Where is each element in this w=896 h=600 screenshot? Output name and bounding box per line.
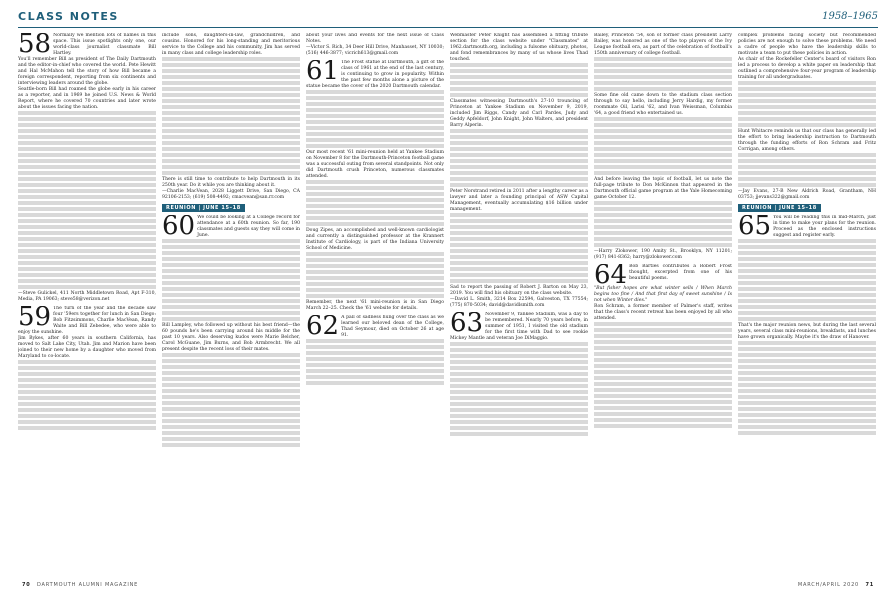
text-placeholder bbox=[738, 153, 876, 187]
class-secretary-signature: —David L. Smith, 3214 Box 22594, Galveston, TX 77554; (775) 870-5034; david@davidlsmith.com bbox=[450, 297, 588, 308]
text-placeholder bbox=[738, 341, 876, 435]
text-placeholder bbox=[738, 81, 876, 127]
column-2 bbox=[162, 33, 300, 579]
text-placeholder bbox=[162, 239, 300, 321]
entry-body: As chair of the Rockefeller Center's board of visitors Ron led a process to develop a white paper on leadership that outlined a comprehensive four-year program of leadership training for all undergraduates. bbox=[738, 57, 876, 80]
text-placeholder bbox=[594, 117, 732, 175]
class-secretary-signature: —Harry Zlokower, 190 Amity St., Brooklyn, NY 11201; (917) 841-8362; harry@zlokower.com bbox=[594, 249, 732, 260]
entry-lead: The Frost statue at Dartmouth, a gift of the class of 1961 at the end of the last century, is continuing to grow in popularity. Within the past few months alone a picture of the statue became the cover of the 2020 Dartmouth calendar. bbox=[306, 60, 444, 89]
text-placeholder bbox=[450, 342, 588, 436]
text-placeholder bbox=[306, 339, 444, 385]
page-number-left: 70 bbox=[22, 582, 31, 588]
class-secretary-signature: —Jay Evans, 27-B New Aldrich Road, Grantham, NH 03753; jjevans322@gmail.com bbox=[738, 189, 876, 200]
entry-body: Jim Bykes, after 60 years in southern California, has moved to Salt Lake City, Utah. Jim and Marion have been joined to their new home by a daughter who moved from Maryland to co-locate. bbox=[18, 336, 156, 359]
class-year-64: 64 bbox=[594, 264, 628, 286]
text-placeholder bbox=[306, 180, 444, 226]
footer-right bbox=[798, 582, 878, 588]
column-3 bbox=[306, 33, 444, 579]
class-65-entry bbox=[738, 215, 876, 239]
entry-lead: We could be looking at a College record for attendance at a 60th reunion. So far, 190 classmates and guests say they will come in June. bbox=[197, 215, 300, 238]
text-placeholder bbox=[594, 322, 732, 428]
text-placeholder bbox=[162, 353, 300, 447]
text-placeholder bbox=[738, 239, 876, 321]
class-secretary-signature: —Steve Gulickel, 411 North Middletown Road, Apt F-310, Media, PA 19063; steve58@verizon.net bbox=[18, 291, 156, 302]
class-secretary-signature: —Charlie MacVean, 2028 Liggett Drive, San Diego, CA 92106-2153; (619) 508-4492; cmacvean@san.rr.com bbox=[162, 189, 300, 200]
entry-body: There is still time to contribute to help Dartmouth in its 250th year. Do it while you are thinking about it. bbox=[162, 177, 300, 188]
entry-body: include sons, daughters-in-law, grandchildren, and cousins. Honored for his long-standing and meritorious service to the College and his community, Jim has served in many class and college leadership roles. bbox=[162, 33, 300, 56]
issue-date: MARCH/APRIL 2020 bbox=[797, 582, 860, 588]
entry-body: Remember, the next '61 mini-reunion is in San Diego March 22–25. Check the '61 website for details. bbox=[306, 300, 444, 311]
page-number-right: 71 bbox=[865, 582, 874, 588]
entry-body: Hunt Whitacre reminds us that our class has generally led the effort to bring leadership instruction to Dartmouth through the funding efforts of Ron Schram and Fritz Corrigan, among others. bbox=[738, 129, 876, 152]
reunion-banner: REUNION | JUNE 15–18 bbox=[162, 204, 245, 212]
page-footer bbox=[18, 582, 878, 592]
entry-body: Bailey, Princeton '54, son of former class president Larry Bailey, was honored as one of the top players of the Ivy League football era, as part of the celebration of football's 150th anniversary of college football. bbox=[594, 33, 732, 56]
class-59-entry bbox=[18, 306, 156, 336]
entry-lead: You will be reading this in mid-March, just in time to make your plans for the reunion. Proceed as the enclosed instructions suggest and register early. bbox=[773, 215, 876, 238]
text-placeholder bbox=[450, 129, 588, 187]
class-60-entry bbox=[162, 215, 300, 239]
class-secretary-signature: —Victor S. Rich, 34 Deer Hill Drive, Manhasset, NY 10030; (516) 446-3877; vicrich613@gmail.com bbox=[306, 45, 444, 56]
entry-body: Some fine old came down to the stadium class section through to say hello, including Jerry Hardig, my former roommate Oil, Larisi '62, and Ivan Weissman, Columbia '64, a good friend who entertained us. bbox=[594, 93, 732, 116]
entry-body: Seattle-born Bill had roamed the globe early in his career as a reporter, and in 1969 he joined U.S. News & World Report, where he covered 70 countries and later wrote about the issues facing the nation. bbox=[18, 87, 156, 110]
class-63-entry bbox=[450, 312, 588, 342]
class-year-60: 60 bbox=[162, 215, 196, 239]
text-placeholder bbox=[18, 360, 156, 430]
text-placeholder bbox=[162, 57, 300, 175]
class-year-63: 63 bbox=[450, 312, 484, 338]
section-title: CLASS NOTES bbox=[18, 10, 119, 23]
entry-body: That's the major reunion news, but during the last several years, several class mini-reunions, breakfasts, and lunches have grown organically. Maybe it's the draw of Hanover. bbox=[738, 323, 876, 340]
entry-body: And before leaving the topic of football, let us note the full-page tribute to Don McKinnon that appeared in the Dartmouth official game program at the Yale Homecoming game October 12. bbox=[594, 177, 732, 200]
entry-lead: The turn of the year and the decade saw four '59ers together for lunch in San Diego: Bob Fitzsimmons, Charlie MacVean, Randy Waite and Bill Zebedee, who were able to enjoy the sunshine. bbox=[18, 306, 156, 335]
entry-lead: Normally we mention lots of names in this space. This issue spotlights only one, our world-class journalist classmate Bill Hartley. bbox=[53, 33, 156, 56]
frost-poem-excerpt: "But fisher hopes are what winter sells / When March begins too fine / And that first day of sweet sunshine / Is not when Winter dies." bbox=[594, 286, 732, 303]
entry-body: Bill Lampley, who followed up without his best friend—the 60 pounds he's been carrying around his middle for the past 10 years. Also deserving kudos were Marie Belcher, Carol McGuane, Jim Burns, and Bob Armbrecht. We all present despite the recent loss of their mates. bbox=[162, 323, 300, 352]
text-placeholder bbox=[450, 213, 588, 283]
page-header bbox=[18, 8, 878, 24]
text-placeholder bbox=[594, 57, 732, 91]
class-year-59: 59 bbox=[18, 306, 52, 332]
footer-left bbox=[18, 582, 138, 588]
magazine-name: DARTMOUTH ALUMNI MAGAZINE bbox=[36, 582, 139, 588]
entry-body: You'll remember Bill as president of The Daily Dartmouth and the editor-in-chief who covered the world. Pete Hewitt and Hal McMahon tell the story of how Bill became a foreign correspondent, reporting from six continents and interviewing leaders around the globe. bbox=[18, 57, 156, 86]
entry-body: about your lives and events for the next issue of Class Notes. bbox=[306, 33, 444, 44]
entry-body: Peter Norstrand retired in 2011 after a lengthy career as a lawyer and later a founding principal of ASW Capital Management, eventually accumulating $16 billion under management. bbox=[450, 189, 588, 212]
entry-body: Our most recent '61 mini-reunion held at Yankee Stadium on November 8 for the Dartmouth-Princeton football game was a successful outing from several standpoints. Not only did Dartmouth crush Princeton, numerous classmates attended. bbox=[306, 150, 444, 179]
column-4 bbox=[450, 33, 588, 579]
class-years-range: 1958–1965 bbox=[822, 11, 878, 22]
class-year-61: 61 bbox=[306, 60, 340, 86]
entry-body: Sad to report the passing of Robert J. Barton on May 23, 2019. You will find his obituary on the class website. bbox=[450, 285, 588, 296]
entry-lead: November 9, Yankee Stadium, was a day to be remembered. Nearly 70 years before, in summer of 1951, I visited the old stadium for the first time with Dad to see rookie Mickey Mantle and veteran Joe DiMaggio. bbox=[450, 312, 588, 341]
reunion-banner: REUNION | JUNE 15–18 bbox=[738, 204, 821, 212]
class-year-62: 62 bbox=[306, 315, 340, 339]
text-placeholder bbox=[450, 63, 588, 97]
header-rule bbox=[18, 27, 878, 28]
entry-lead: Bob Bartles contributes a Robert Frost thought, excerpted from one of his beautiful poems. bbox=[629, 264, 732, 281]
text-placeholder bbox=[18, 111, 156, 289]
class-year-58: 58 bbox=[18, 33, 52, 57]
class-62-entry bbox=[306, 315, 444, 339]
column-5 bbox=[594, 33, 732, 579]
entry-lead: A pall of sadness hung over the class as we learned our beloved dean of the College, Thad Seymour, died on October 26 at age 91. bbox=[341, 315, 444, 338]
class-notes-spread bbox=[18, 8, 878, 592]
entry-body: Doug Zipes, an accomplished and well-known cardiologist and currently a distinguished professor at the Krannert Institute of Cardiology, is part of the Indiana University School of Medicine. bbox=[306, 228, 444, 251]
entry-body: complex problems facing society but recommended policies are not enough to solve these problems. We need a cadre of people who have the leadership skills to motivate a team to put these policies in action. bbox=[738, 33, 876, 56]
text-placeholder bbox=[306, 90, 444, 148]
class-58-entry bbox=[18, 33, 156, 57]
entry-body: Webmaster Peter Knight has assembled a fitting tribute section for the class website under "Classmates" at 1962.dartmouth.org, including a fulsome obituary, photos, and fond remembrances by many of us whose lives Thad touched. bbox=[450, 33, 588, 62]
text-placeholder bbox=[594, 201, 732, 247]
entry-body: Ron Schram, a former member of Palmer's staff, writes that the class's recent retreat has been enjoyed by all who attended. bbox=[594, 304, 732, 321]
class-64-entry bbox=[594, 264, 732, 286]
text-placeholder bbox=[306, 252, 444, 298]
column-1 bbox=[18, 33, 156, 579]
entry-body: Classmates witnessing Dartmouth's 27-10 trouncing of Princeton at Yankee Stadium on November 9, 2019, included Jim Riggs, Candy and Carl Pardes, Judy and Geddy Apfeldorf, John Knight, John Walters, and president Barry Alperin. bbox=[450, 99, 588, 128]
class-year-65: 65 bbox=[738, 215, 772, 239]
class-61-entry bbox=[306, 60, 444, 90]
column-6 bbox=[738, 33, 876, 579]
